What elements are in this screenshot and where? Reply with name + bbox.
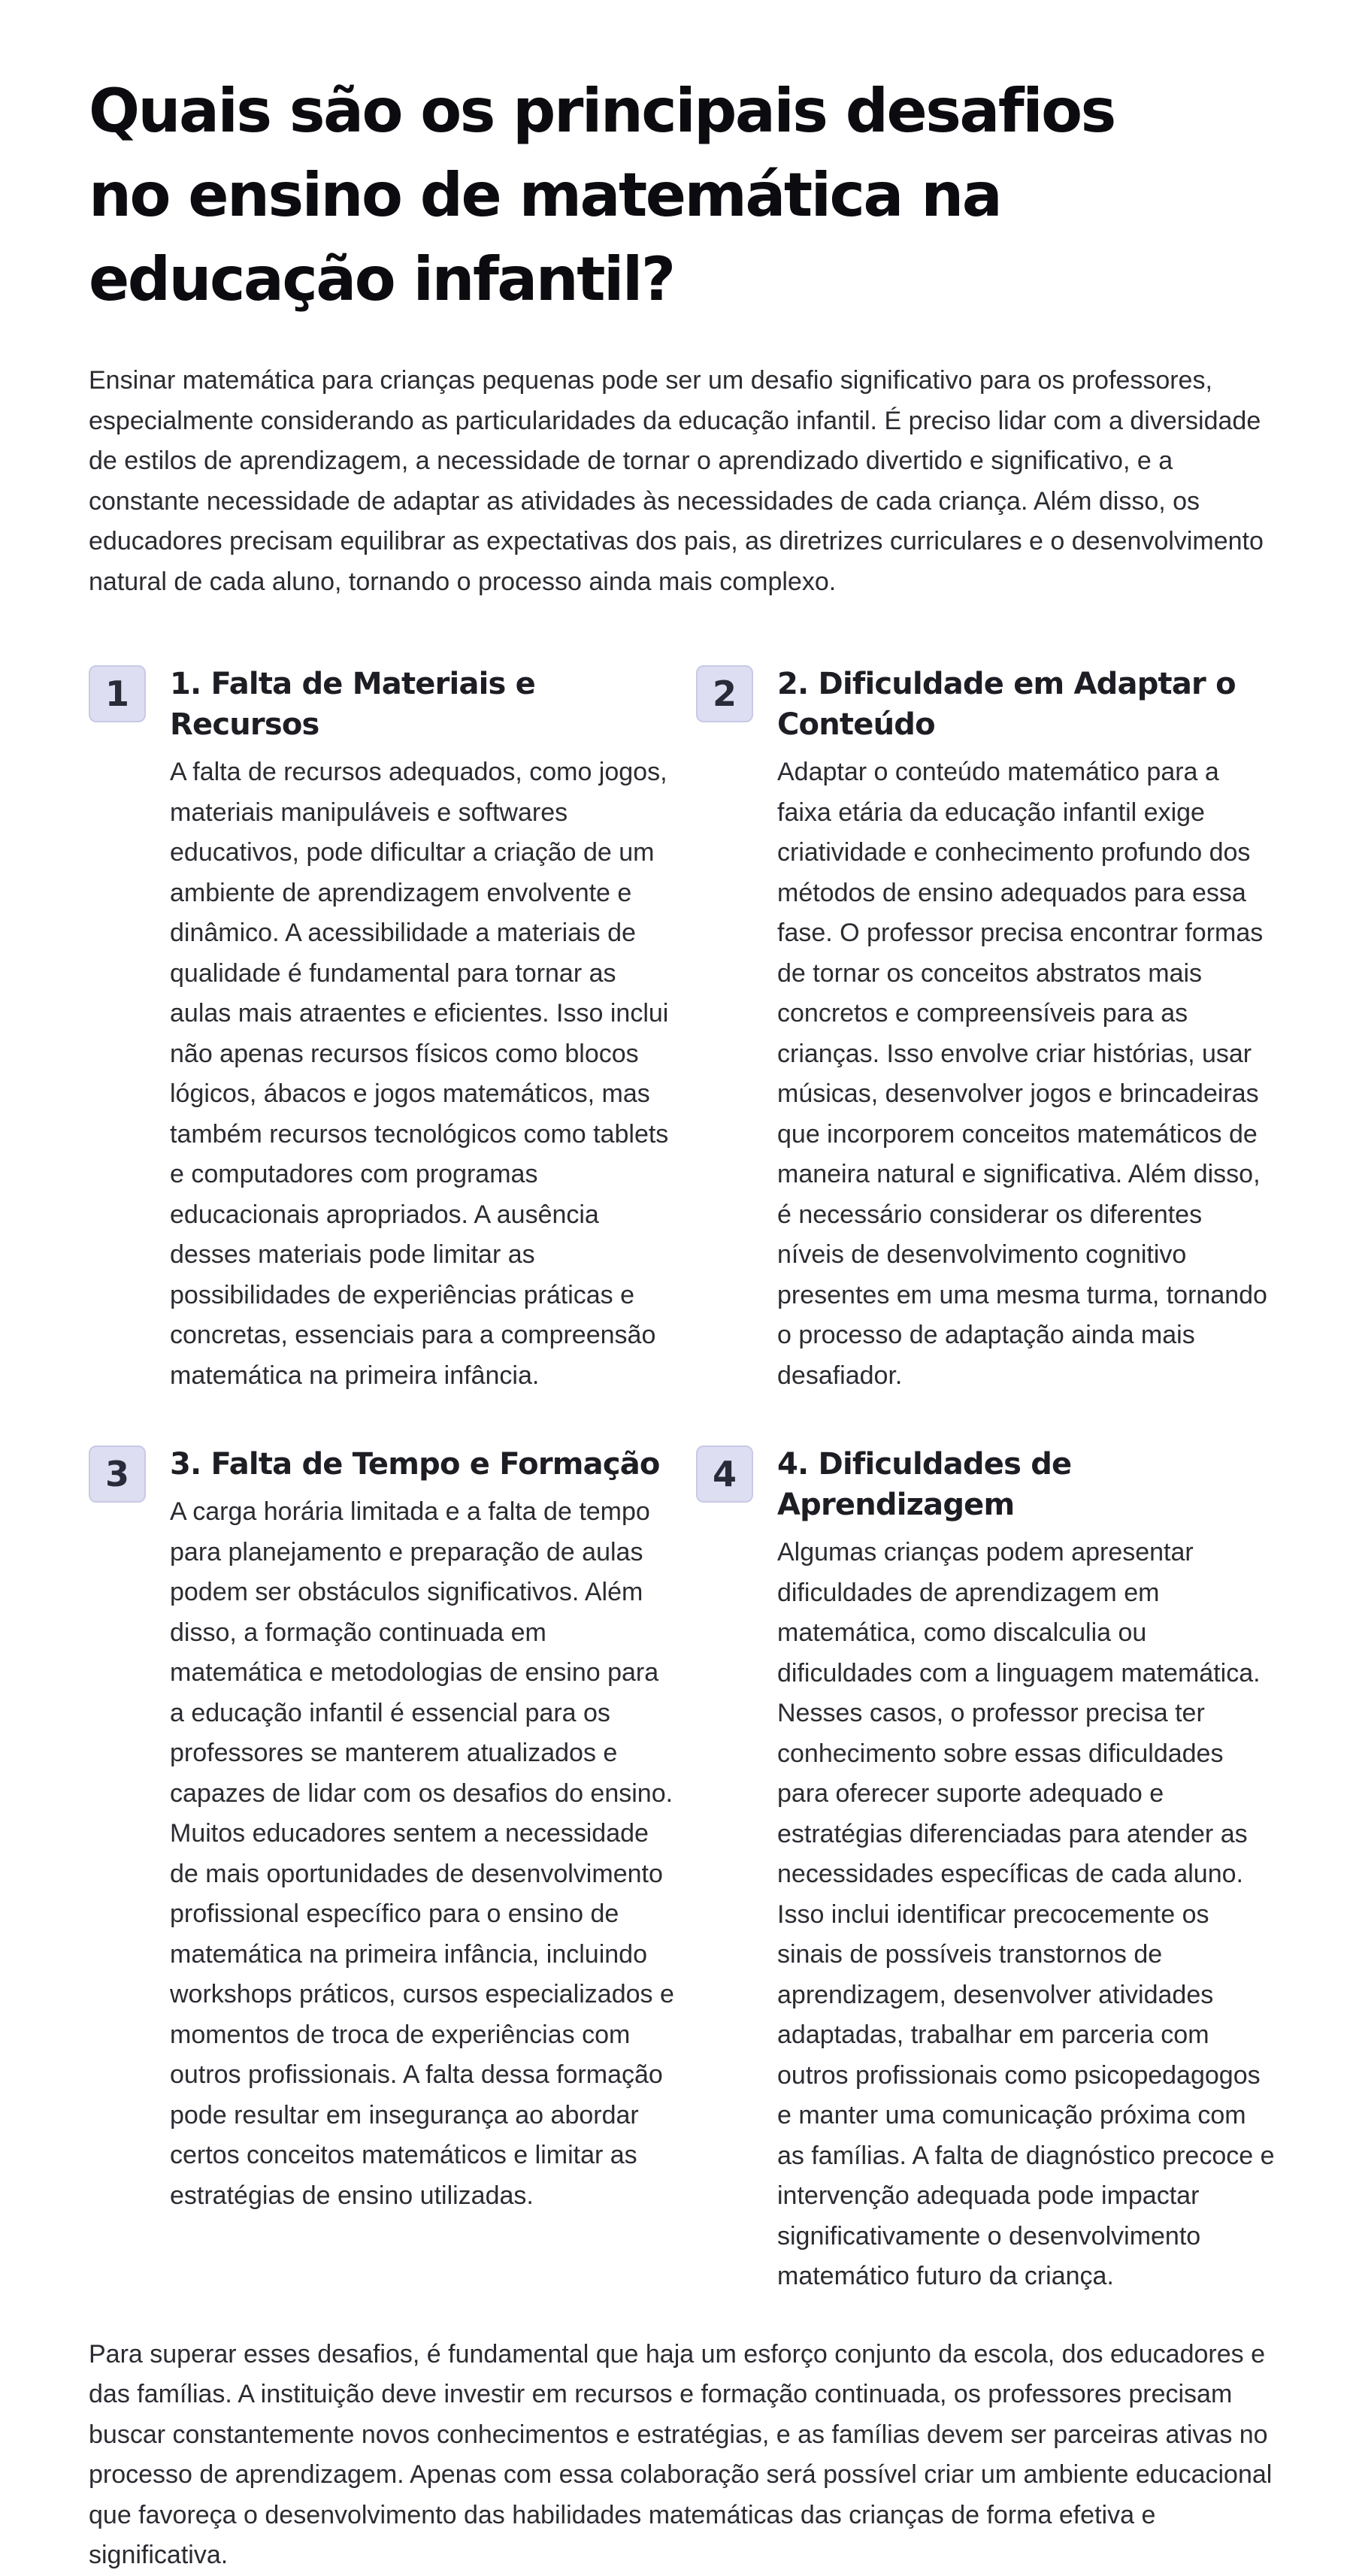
page-title: Quais são os principais desafios no ensino de matemática na educação infantil? <box>89 76 1115 314</box>
number-badge: 4 <box>696 1445 753 1503</box>
challenge-text: Adaptar o conteúdo matemático para a faixa etária da educação infantil exige criatividade e conhecimento profundo dos métodos de ensino adequados para essa fase. O professor precisa encontrar formas de tornar os conceitos abstratos mais concretos e compreensíveis para as crianças. Isso envolve criar histórias, usar músicas, desenvolver jogos e brincadeiras que incorporem conceitos matemáticos de maneira natural e significativa. Além disso, é necessário considerar os diferentes níveis de desenvolvimento cognitivo presentes em uma mesma turma, tornando o processo de adaptação ainda mais desafiador. <box>777 758 1267 1390</box>
number-badge: 1 <box>89 665 146 722</box>
challenge-text: A carga horária limitada e a falta de tempo para planejamento e preparação de aulas podem ser obstáculos significativos. Além disso, a formação continuada em matemática e metodologias de ensino para a educação infantil é essencial para os professores se manterem atualizados e capazes de lidar com os desafios do ensino. Muitos educadores sentem a necessidade de mais oportunidades de desenvolvimento profissional específico para o ensino de matemática na primeira infância, incluindo workshops práticos, cursos especializados e momentos de troca de experiências com outros profissionais. A falta dessa formação pode resultar em insegurança ao abordar certos conceitos matemáticos e limitar as estratégias de ensino utilizadas. <box>170 1497 674 2210</box>
challenge-text: Algumas crianças podem apresentar dificuldades de aprendizagem em matemática, como discalculia ou dificuldades com a linguagem matemática. Nesses casos, o professor precisa ter conhecimento sobre essas dificuldades para oferecer suporte adequado e estratégias diferenciadas para atender as necessidades específicas de cada aluno. Isso inclui identificar precocemente os sinais de possíveis transtornos de aprendizagem, desenvolver atividades adaptadas, trabalhar em parceria com outros profissionais como psicopedagogos e manter uma comunicação próxima com as famílias. A falta de diagnóstico precoce e intervenção adequada pode impactar significativamente o desenvolvimento matemático futuro da criança. <box>777 1538 1275 2290</box>
number-badge: 2 <box>696 665 753 722</box>
challenge-card-learning-difficulties <box>696 1444 1275 2297</box>
conclusion-paragraph: Para superar esses desafios, é fundamental que haja um esforço conjunto da escola, dos educadores e das famílias. A instituição deve investir em recursos e formação continuada, os professores precisam buscar constantemente novos conhecimentos e estratégias, e as famílias devem ser parceiras ativas no processo de aprendizagem. Apenas com essa colaboração será possível criar um ambiente educacional que favoreça o desenvolvimento das habilidades matemáticas das crianças de forma efetiva e significativa. <box>89 2339 1273 2569</box>
challenge-title: 4. Dificuldades de Aprendizagem <box>777 1447 1072 1522</box>
challenge-content <box>777 1444 1275 2297</box>
number-badge: 3 <box>89 1445 146 1503</box>
challenge-content <box>170 1444 678 2216</box>
challenge-title: 3. Falta de Tempo e Formação <box>170 1447 660 1482</box>
challenges-grid <box>89 664 1275 2297</box>
challenge-card-materials <box>89 664 696 1396</box>
challenge-title: 2. Dificuldade em Adaptar o Conteúdo <box>777 667 1236 742</box>
challenge-text: A falta de recursos adequados, como jogos, materiais manipuláveis e softwares educativos, pode dificultar a criação de um ambiente de aprendizagem envolvente e dinâmico. A acessibilidade a materiais de qualidade é fundamental para tornar as aulas mais atraentes e eficientes. Isso inclui não apenas recursos físicos como blocos lógicos, ábacos e jogos matemáticos, mas também recursos tecnológicos como tablets e computadores com programas educacionais apropriados. A ausência desses materiais pode limitar as possibilidades de experiências práticas e concretas, essenciais para a compreensão matemática na primeira infância. <box>170 758 669 1390</box>
challenge-card-time-training <box>89 1444 696 2297</box>
challenge-card-adapting-content <box>696 664 1275 1396</box>
intro-paragraph: Ensinar matemática para crianças pequenas pode ser um desafio significativo para os professores, especialmente considerando as particularidades da educação infantil. É preciso lidar com a diversidade de estilos de aprendizagem, a necessidade de tornar o aprendizado divertido e significativo, e a constante necessidade de adaptar as atividades às necessidades de cada criança. Além disso, os educadores precisam equilibrar as expectativas dos pais, as diretrizes curriculares e o desenvolvimento natural de cada aluno, tornando o processo ainda mais complexo. <box>89 366 1264 596</box>
challenge-title: 1. Falta de Materiais e Recursos <box>170 667 536 742</box>
challenge-content <box>170 664 678 1396</box>
challenge-content <box>777 664 1275 1396</box>
